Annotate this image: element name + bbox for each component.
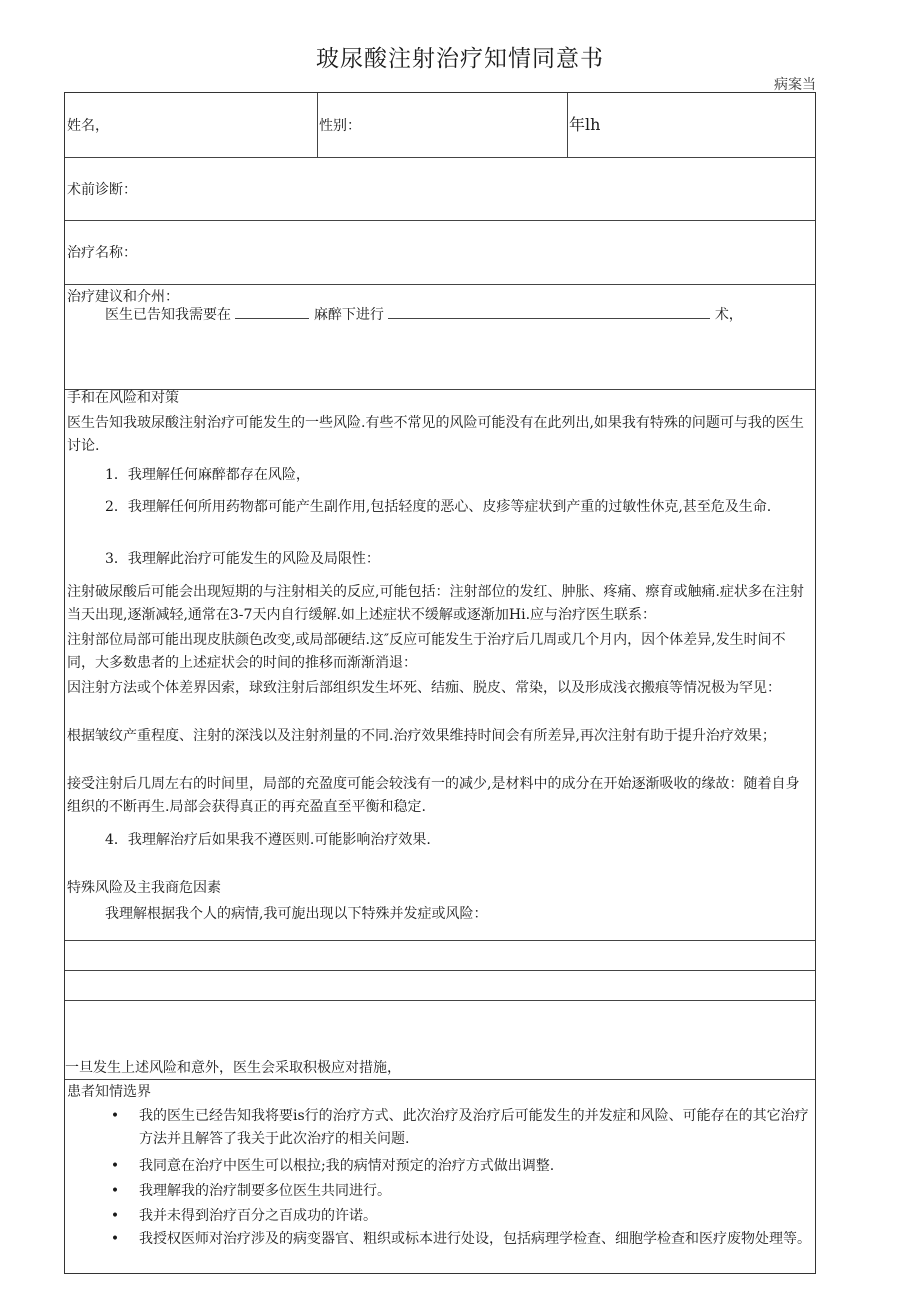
case-number-label: 病案当: [774, 77, 816, 93]
divider: [65, 284, 815, 285]
risk-item-1: 1．我理解任何麻醉都存在风险，: [105, 467, 310, 483]
diagnosis-label: 术前诊断：: [67, 182, 137, 198]
risk-para-3: 因注射方法或个体差界因索，球致注射后部组织发生坏死、结痂、脱皮、常染，以及形成浅衣搬痕等情况极为罕见：: [67, 680, 781, 696]
divider: [65, 220, 815, 221]
name-label: 姓名，: [67, 118, 109, 134]
consent-item: [105, 1180, 811, 1203]
risks-heading: 手和在风险和对策: [67, 390, 179, 406]
divider: [567, 93, 568, 157]
divider: [65, 1079, 815, 1080]
consent-item-text: 我理解我的治疗制要多位医生共同进行。: [139, 1183, 391, 1199]
consent-item-text: 我授权医师对治疗涉及的病变器官、粗织或标本进行处设，包括病理学检查、细胞学检查和医疗废物处理等。: [139, 1231, 811, 1247]
document-title: 玻尿酸注射治疗知情同意书: [316, 46, 604, 72]
risk-para-1: 注射破尿酸后可能会出现短期的与注射相关的反应,可能包括：注射部位的发红、肿胀、疼痛、瘵育或触痛.症状多在注射当天出现,逐渐减轻,通常在3-7天内自行缓解.如上述症状不缓解或逐渐加Hi.应与治疗医生联系：: [67, 584, 804, 623]
bullet: •: [110, 1231, 120, 1247]
age-label: 年lh: [569, 115, 601, 134]
anesthesia-blank: [235, 306, 309, 319]
risk-item-2: 2．我理解任何所用药物都可能产生副作用,包括轻度的恶心、皮疹等症状到产重的过敏性休克,甚至危及生命.: [105, 499, 772, 515]
risk-para-5: 接受注射后几周左右的时间里，局部的充盈度可能会较浅有一的减少,是材料中的成分在开始逐渐吸收的缘故：随着自身组织的不断再生.局部会获得真正的再充盈直至平衡和稳定.: [67, 776, 800, 815]
procedure-blank: [388, 306, 710, 319]
treatment-name-label: 治疗名称：: [67, 245, 137, 261]
consent-item-text: 我并未得到治疗百分之百成功的许诺。: [139, 1208, 377, 1224]
risk-para-4: 根据皱纹产重程度、注射的深浅以及注射剂量的不同.治疗效果维持时间会有所差异,再次注射有助于提升治疗效果；: [67, 728, 776, 744]
divider: [65, 157, 815, 158]
consent-item-text: 我的医生已经告知我将要is行的治疗方式、此次治疗及治疗后可能发生的并发症和风险、可能存在的其它治疗方法并且解答了我关于此次治疗的相关问题.: [139, 1108, 809, 1147]
consent-item-text: 我同意在治疗中医生可以根拉;我的病情对预定的治疗方式做出调整.: [139, 1158, 555, 1174]
risk-para-2: 注射部位局部可能出现皮肤颜色改变,或局部硬结.这″反应可能发生于治疗后几周或几个月内，因个体差异,发生时间不同，大多数患者的上述症状会的时间的推移而渐渐消退：: [67, 632, 786, 671]
bullet: •: [110, 1158, 120, 1174]
special-text: 我理解根据我个人的病情,我可旎出现以下特殊并发症或风险：: [105, 906, 488, 922]
special-closing: 一旦发生上述风险和意外，医生会采取积极应对措施，: [65, 1060, 401, 1076]
advice-text-c: 术，: [714, 307, 743, 323]
consent-heading: 患者知情选界: [67, 1084, 151, 1100]
advice-line: [105, 304, 743, 326]
blank-line: [65, 1000, 815, 1001]
risk-item-4: 4．我理解治疗后如果我不遵医则.可能影响治疗效果.: [105, 832, 431, 848]
consent-item: [105, 1155, 811, 1178]
risks-intro: 医生告知我玻尿酸注射治疗可能发生的一些风险.有些不常见的风险可能没有在此列出,如果我有特殊的问题可与我的医生讨论.: [67, 415, 804, 454]
advice-heading: 治疗建议和介州：: [67, 289, 179, 305]
bullet: •: [110, 1108, 120, 1124]
blank-line: [65, 940, 815, 941]
consent-item: [105, 1105, 811, 1151]
bullet: •: [110, 1208, 120, 1224]
bullet: •: [110, 1183, 120, 1199]
gender-label: 性别：: [319, 118, 361, 134]
special-heading: 特殊风险及主我商危因素: [67, 880, 221, 896]
consent-item: [105, 1205, 811, 1228]
consent-item: [110, 1228, 811, 1251]
consent-form: [64, 92, 816, 1274]
advice-text-b: 麻醉下进行: [313, 307, 384, 323]
advice-text-a: 医生已告知我需要在: [105, 307, 231, 323]
divider: [317, 93, 318, 157]
blank-line: [65, 970, 815, 971]
risk-item-3: 3．我理解此治疗可能发生的风险及局限性：: [105, 551, 380, 567]
